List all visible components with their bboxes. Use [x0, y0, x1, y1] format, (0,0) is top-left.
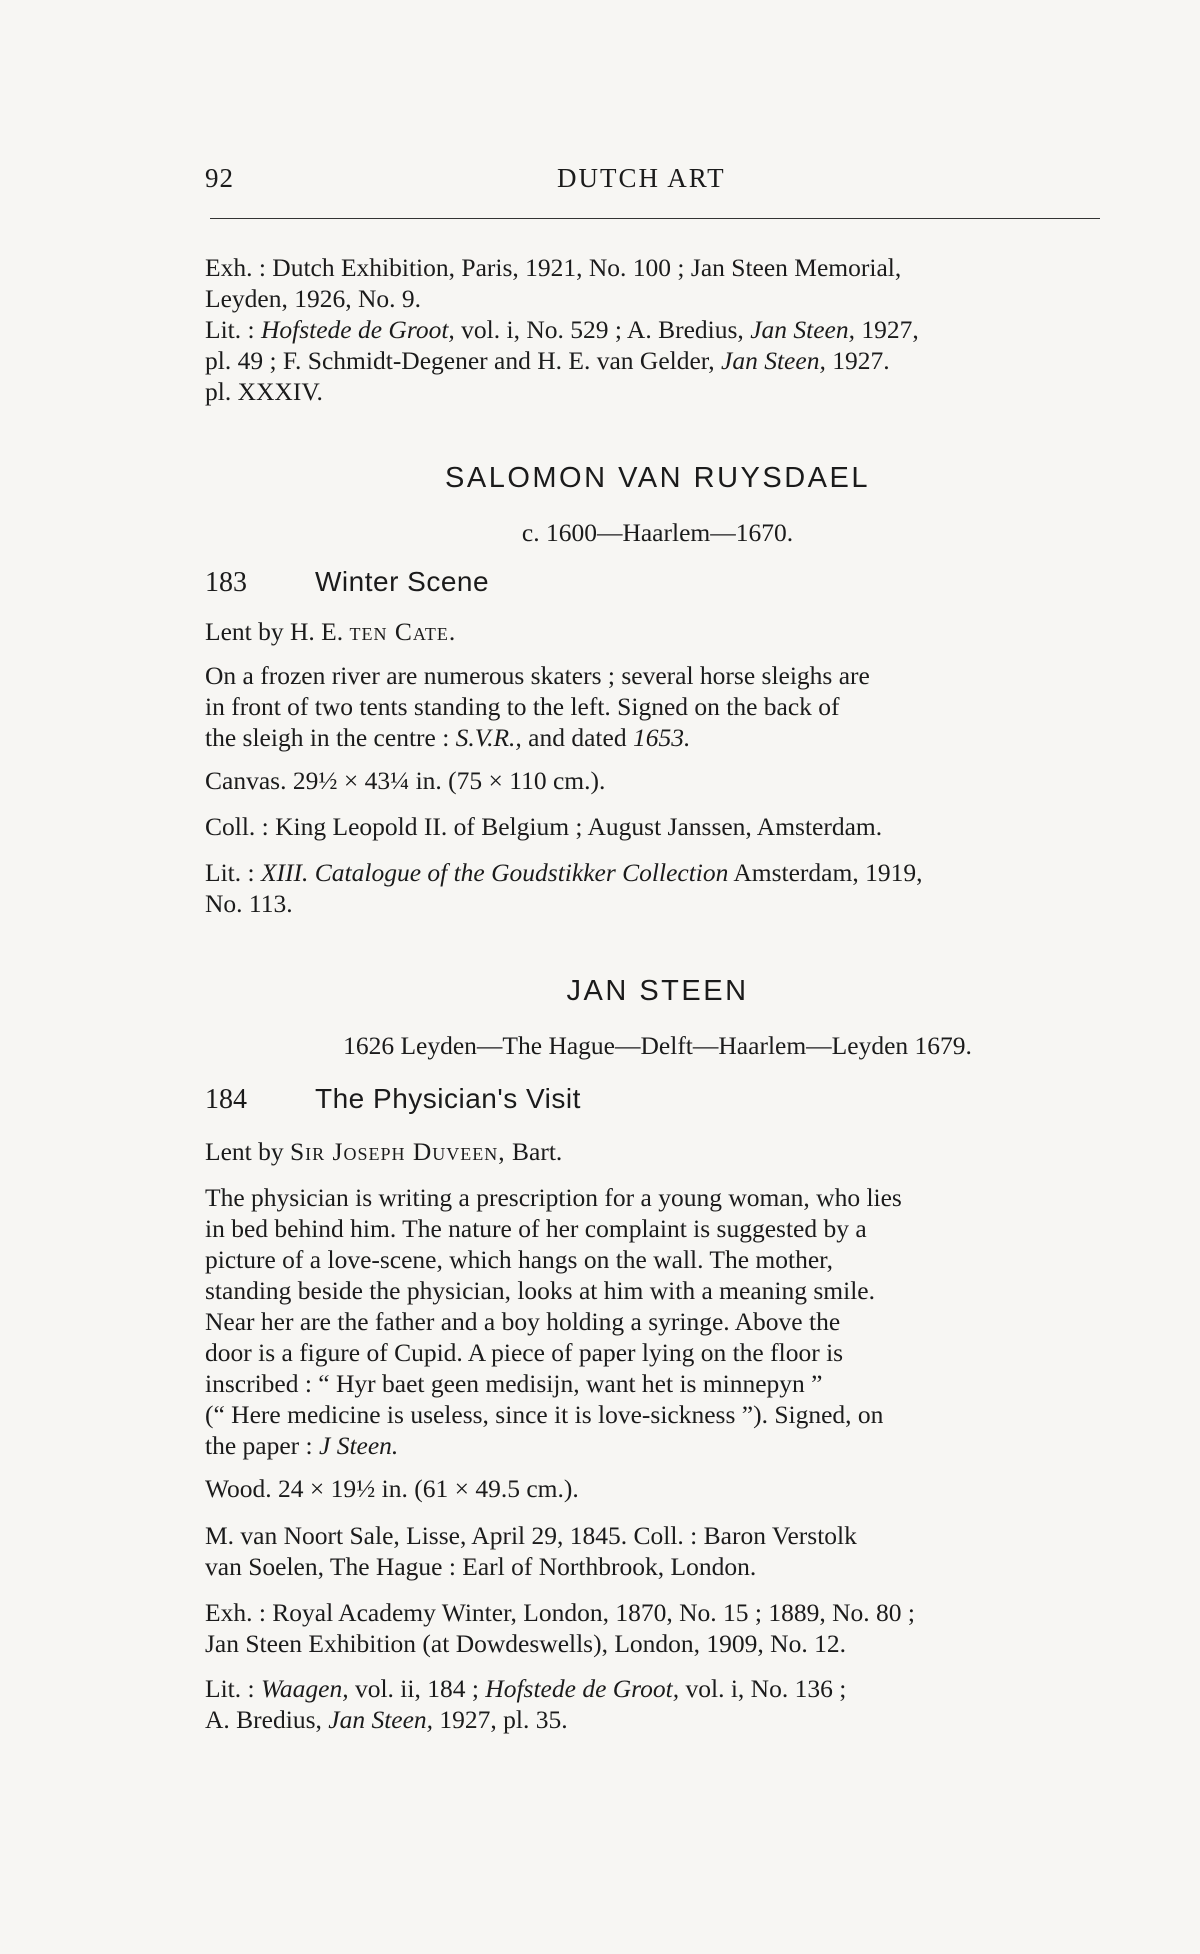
- entry-heading: [205, 566, 1110, 599]
- page-number: 92: [205, 163, 234, 193]
- catalogue-number: 183: [205, 567, 247, 598]
- continued-entry: [205, 252, 1110, 407]
- medium-dimensions: Wood. 24 × 19½ in. (61 × 49.5 cm.).: [205, 1474, 579, 1503]
- running-head: [205, 163, 1105, 203]
- artist-heading: SALOMON VAN RUYSDAEL: [445, 462, 870, 494]
- literature: Lit. : Waagen, vol. ii, 184 ; Hofstede de Groot, vol. i, No. 136 ; A. Bredius, Jan Steen, 1927, pl. 35.: [205, 1674, 847, 1734]
- lit-line: pl. XXXIV.: [205, 377, 323, 406]
- exhibitions: Exh. : Royal Academy Winter, London, 1870, No. 15 ; 1889, No. 80 ; Jan Steen Exhibition (at Dowdeswells), London, 1909, No. 12.: [205, 1598, 915, 1658]
- exh-line: Leyden, 1926, No. 9.: [205, 284, 422, 313]
- literature: Lit. : XIII. Catalogue of the Goudstikker Collection Amsterdam, 1919, No. 113.: [205, 858, 923, 918]
- collection-line: Coll. : King Leopold II. of Belgium ; August Janssen, Amsterdam.: [205, 812, 883, 841]
- provenance: M. van Noort Sale, Lisse, April 29, 1845. Coll. : Baron Verstolk van Soelen, The Hague : Earl of Northbrook, London.: [205, 1521, 857, 1581]
- painting-title: The Physician's Visit: [315, 1083, 581, 1114]
- book-title: DUTCH ART: [557, 163, 726, 193]
- entry-heading: [205, 1083, 1110, 1116]
- lit-line: Lit. : Hofstede de Groot, vol. i, No. 529 ; A. Bredius, Jan Steen, 1927,: [205, 315, 919, 344]
- header-rule: [210, 218, 1100, 219]
- artist-heading: JAN STEEN: [566, 975, 749, 1007]
- lender-line: Lent by Sir Joseph Duveen, Bart.: [205, 1137, 563, 1166]
- painting-title: Winter Scene: [315, 566, 490, 597]
- lender-line: Lent by H. E. ten Cate.: [205, 617, 457, 646]
- artist-dates: c. 1600—Haarlem—1670.: [521, 518, 794, 547]
- catalogue-number: 184: [205, 1084, 247, 1115]
- lit-line: pl. 49 ; F. Schmidt-Degener and H. E. van Gelder, Jan Steen, 1927.: [205, 346, 890, 375]
- artist-dates: 1626 Leyden—The Hague—Delft—Haarlem—Leyden 1679.: [343, 1031, 972, 1060]
- exh-line: Exh. : Dutch Exhibition, Paris, 1921, No. 100 ; Jan Steen Memorial,: [205, 253, 902, 282]
- description: The physician is writing a prescription for a young woman, who lies in bed behind him. The nature of her complaint is suggested by a picture of a love-scene, which hangs on the wall. The mother, standing beside the physician, looks at him with a meaning smile. Near her are the father and a boy holding a syringe. Above the door is a figure of Cupid. A piece of paper lying on the floor is inscribed : “ Hyr baet geen medisijn, want het is minnepyn ” (“ Here medicine is useless, since it is love-sickness ”). Signed, on the paper : J Steen.: [205, 1183, 902, 1460]
- description: On a frozen river are numerous skaters ; several horse sleighs are in front of two tents standing to the left. Signed on the back of the sleigh in the centre : S.V.R., and dated 1653.: [205, 661, 870, 752]
- medium-dimensions: Canvas. 29½ × 43¼ in. (75 × 110 cm.).: [205, 766, 606, 795]
